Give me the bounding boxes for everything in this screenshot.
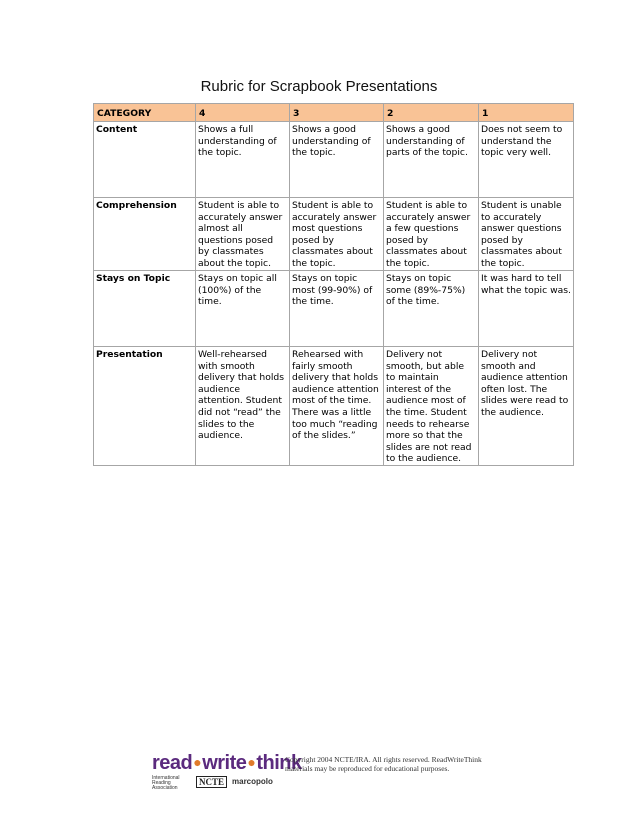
readwritethink-logo xyxy=(152,752,302,792)
logo-word-read: read xyxy=(152,752,193,774)
table-row xyxy=(94,347,574,466)
logo-wordmark: read●write●think xyxy=(152,752,302,774)
table-cell: Student is unable to accurately answer questions posed by classmates about the topic. xyxy=(479,198,574,271)
header-category: CATEGORY xyxy=(94,104,196,122)
table-cell: Delivery not smooth and audience attention often lost. The slides were read to the audience. xyxy=(479,347,574,466)
table-row xyxy=(94,122,574,198)
table-header-row xyxy=(94,104,574,122)
table-cell: Shows a good understanding of the topic. xyxy=(290,122,384,198)
table-cell: It was hard to tell what the topic was. xyxy=(479,271,574,347)
header-score-1: 1 xyxy=(479,104,574,122)
logo-word-think: think xyxy=(256,752,302,774)
logo-word-write: write xyxy=(202,752,247,774)
table-cell: Stays on topic some (89%-75%) of the time. xyxy=(384,271,479,347)
row-category: Content xyxy=(94,122,196,198)
row-category: Presentation xyxy=(94,347,196,466)
table-row xyxy=(94,198,574,271)
table-cell: Rehearsed with fairly smooth delivery that holds audience attention most of the time. There was a little too much “reading of the slides.” xyxy=(290,347,384,466)
table-cell: Well-rehearsed with smooth delivery that holds audience attention. Student did not “read” the slides to the audience. xyxy=(196,347,290,466)
table-cell: Student is able to accurately answer almost all questions posed by classmates about the topic. xyxy=(196,198,290,271)
header-score-2: 2 xyxy=(384,104,479,122)
table-cell: Shows a good understanding of parts of the topic. xyxy=(384,122,479,198)
ncte-logo: NCTE xyxy=(196,776,227,788)
table-cell: Student is able to accurately answer a few questions posed by classmates about the topic. xyxy=(384,198,479,271)
rubric-table xyxy=(93,103,574,466)
copyright-notice: Copyright 2004 NCTE/IRA. All rights reserved. ReadWriteThink materials may be reproduced for educational purposes. xyxy=(285,755,482,773)
table-row xyxy=(94,271,574,347)
page-footer xyxy=(152,752,492,792)
row-category: Comprehension xyxy=(94,198,196,271)
table-cell: Stays on topic all (100%) of the time. xyxy=(196,271,290,347)
table-cell: Shows a full understanding of the topic. xyxy=(196,122,290,198)
table-cell: Delivery not smooth, but able to maintain interest of the audience most of the time. Student needs to rehearse more so that the slides are not read to the audience. xyxy=(384,347,479,466)
table-cell: Does not seem to understand the topic very well. xyxy=(479,122,574,198)
row-category: Stays on Topic xyxy=(94,271,196,347)
document-title: Rubric for Scrapbook Presentations xyxy=(200,78,438,95)
table-cell: Stays on topic most (99-90%) of the time. xyxy=(290,271,384,347)
marcopolo-logo: marcopolo xyxy=(232,777,273,786)
header-score-3: 3 xyxy=(290,104,384,122)
header-score-4: 4 xyxy=(196,104,290,122)
ira-logo-text: International Reading Association xyxy=(152,775,180,791)
table-cell: Student is able to accurately answer most questions posed by classmates about the topic. xyxy=(290,198,384,271)
